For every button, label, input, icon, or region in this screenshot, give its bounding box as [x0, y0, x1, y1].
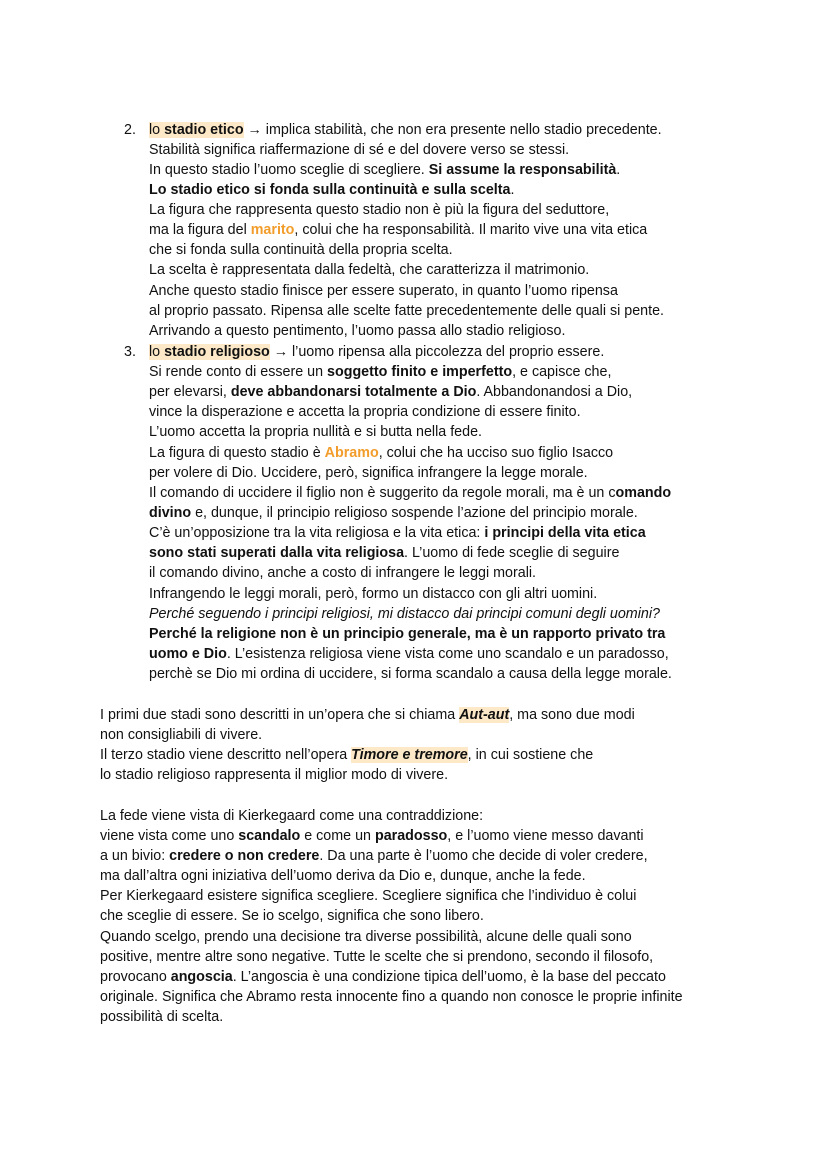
- text-run: credere o non credere: [169, 848, 320, 864]
- text-line: [149, 422, 482, 442]
- text-run: Timore e tremore: [351, 747, 468, 763]
- text-run: . L’uomo di fede sceglie di seguire: [404, 545, 620, 561]
- text-run: , ma sono due modi: [509, 707, 635, 723]
- text-line: [149, 321, 565, 341]
- text-line: [149, 140, 569, 160]
- text-run: omando: [615, 485, 672, 501]
- list-number-2: 2.: [124, 122, 136, 138]
- text-line: [149, 180, 514, 200]
- text-line: [149, 301, 664, 321]
- list-number-3: 3.: [124, 344, 136, 360]
- text-run: marito: [250, 222, 295, 238]
- text-run: Aut-aut: [459, 707, 510, 723]
- text-run: provocano: [100, 969, 171, 985]
- text-line: [100, 725, 262, 745]
- text-run: , colui che ha ucciso suo figlio Isacco: [378, 445, 614, 461]
- text-line: [149, 160, 620, 180]
- text-run: , colui che ha responsabilità. Il marito vive una vita etica: [294, 222, 648, 238]
- text-run: .: [616, 162, 621, 178]
- text-run: il comando divino, anche a costo di infrangere le leggi morali.: [149, 565, 537, 581]
- text-run: , e capisce che,: [512, 364, 612, 380]
- text-run: I primi due stadi sono descritti in un’opera che si chiama: [100, 707, 460, 723]
- text-run: → l’uomo ripensa alla piccolezza del proprio essere.: [269, 344, 605, 360]
- text-run: originale. Significa che Abramo resta innocente fino a quando non conosce le proprie infinite: [100, 989, 683, 1005]
- text-run: scandalo: [238, 828, 301, 844]
- text-run: . Abbandonandosi a Dio,: [476, 384, 633, 400]
- text-run: che si fonda sulla continuità della propria scelta.: [149, 242, 453, 258]
- text-run: per volere di Dio. Uccidere, però, significa infrangere la legge morale.: [149, 465, 588, 481]
- text-run: Quando scelgo, prendo una decisione tra diverse possibilità, alcune delle quali sono: [100, 929, 632, 945]
- text-run: viene vista come uno: [100, 828, 239, 844]
- text-run: → implica stabilità, che non era presente nello stadio precedente.: [243, 122, 662, 138]
- text-run: In questo stadio l’uomo sceglie di scegliere.: [149, 162, 429, 178]
- text-line: [100, 765, 448, 785]
- text-line: [149, 240, 453, 260]
- text-run: sono stati superati dalla vita religiosa: [149, 545, 405, 561]
- text-run: deve abbandonarsi totalmente a Dio: [230, 384, 477, 400]
- text-line: [100, 705, 635, 725]
- text-run: La scelta è rappresentata dalla fedeltà, che caratterizza il matrimonio.: [149, 262, 590, 278]
- text-line: [149, 382, 632, 402]
- text-line: [149, 624, 665, 644]
- text-run: . L’esistenza religiosa viene vista come uno scandalo e un paradosso,: [226, 646, 669, 662]
- text-run: La fede viene vista di Kierkegaard come una contraddizione:: [100, 808, 484, 824]
- text-line: [149, 563, 536, 583]
- text-line: [149, 362, 611, 382]
- text-run: i principi della vita etica: [484, 525, 646, 541]
- text-line: [100, 1007, 223, 1027]
- text-run: L’uomo accetta la propria nullità e si butta nella fede.: [149, 424, 483, 440]
- text-run: Infrangendo le leggi morali, però, formo un distacco con gli altri uomini.: [149, 586, 598, 602]
- text-run: che sceglie di essere. Se io scelgo, significa che sono libero.: [100, 908, 484, 924]
- text-run: . Da una parte è l’uomo che decide di voler credere,: [319, 848, 648, 864]
- text-run: lo: [149, 122, 165, 138]
- text-line: [100, 906, 484, 926]
- text-run: e, dunque, il principio religioso sospende l’azione del principio morale.: [191, 505, 638, 521]
- text-line: [149, 342, 604, 362]
- text-line: [149, 402, 581, 422]
- text-run: Perché seguendo i principi religiosi, mi distacco dai principi comuni degli uomini?: [149, 606, 660, 622]
- text-line: [149, 584, 597, 604]
- text-line: [100, 967, 666, 987]
- text-run: Lo stadio etico si fonda sulla continuità e sulla scelta: [149, 182, 511, 198]
- text-line: [149, 543, 619, 563]
- text-run: e come un: [300, 828, 375, 844]
- text-run: Abramo: [324, 445, 379, 461]
- text-run: non consigliabili di vivere.: [100, 727, 263, 743]
- text-run: stadio etico: [164, 122, 244, 138]
- text-run: uomo e Dio: [149, 646, 227, 662]
- text-line: [149, 443, 613, 463]
- text-run: ma dall’altra ogni iniziativa dell’uomo deriva da Dio e, dunque, anche la fede.: [100, 868, 586, 884]
- text-run: Per Kierkegaard esistere significa scegliere. Scegliere significa che l’individuo è colui: [100, 888, 637, 904]
- text-line: [100, 745, 593, 765]
- text-line: [149, 200, 609, 220]
- text-run: stadio religioso: [164, 344, 270, 360]
- text-run: .: [510, 182, 515, 198]
- text-run: Arrivando a questo pentimento, l’uomo passa allo stadio religioso.: [149, 323, 566, 339]
- text-line: [100, 947, 653, 967]
- text-run: ma la figura del: [149, 222, 251, 238]
- text-line: [149, 260, 589, 280]
- text-run: Si assume la responsabilità: [428, 162, 617, 178]
- text-line: [100, 866, 586, 886]
- text-line: [149, 281, 618, 301]
- text-run: C’è un’opposizione tra la vita religiosa e la vita etica:: [149, 525, 485, 541]
- text-run: soggetto finito e imperfetto: [327, 364, 513, 380]
- text-line: [100, 806, 483, 826]
- text-line: [100, 927, 632, 947]
- text-run: possibilità di scelta.: [100, 1009, 224, 1025]
- text-run: Il terzo stadio viene descritto nell’opera: [100, 747, 352, 763]
- text-run: lo stadio religioso rappresenta il miglior modo di vivere.: [100, 767, 449, 783]
- text-line: [149, 120, 662, 140]
- text-line: [149, 644, 669, 664]
- text-line: [149, 220, 647, 240]
- text-run: perchè se Dio mi ordina di uccidere, si forma scandalo a causa della legge morale.: [149, 666, 672, 682]
- text-line: [149, 483, 671, 503]
- text-line: [100, 886, 636, 906]
- text-run: al proprio passato. Ripensa alle scelte fatte precedentemente delle quali si pente.: [149, 303, 665, 319]
- text-run: paradosso: [374, 828, 448, 844]
- text-line: [149, 523, 646, 543]
- text-run: , in cui sostiene che: [467, 747, 594, 763]
- text-line: [149, 664, 672, 684]
- text-run: Si rende conto di essere un: [149, 364, 328, 380]
- text-line: [149, 463, 588, 483]
- text-run: Perché la religione non è un principio generale, ma è un rapporto privato tra: [149, 626, 666, 642]
- text-run: . L’angoscia è una condizione tipica dell’uomo, è la base del peccato: [232, 969, 666, 985]
- text-line: [100, 826, 644, 846]
- text-line: [149, 604, 660, 624]
- text-run: positive, mentre altre sono negative. Tutte le scelte che si prendono, secondo il filosofo,: [100, 949, 654, 965]
- text-run: vince la disperazione e accetta la propria condizione di essere finito.: [149, 404, 581, 420]
- text-line: [149, 503, 638, 523]
- text-run: La figura di questo stadio è: [149, 445, 325, 461]
- text-run: La figura che rappresenta questo stadio non è più la figura del seduttore,: [149, 202, 610, 218]
- text-run: angoscia: [170, 969, 233, 985]
- text-run: Anche questo stadio finisce per essere superato, in quanto l’uomo ripensa: [149, 283, 618, 299]
- text-line: [100, 846, 648, 866]
- text-run: , e l’uomo viene messo davanti: [447, 828, 644, 844]
- text-run: Il comando di uccidere il figlio non è suggerito da regole morali, ma è un c: [149, 485, 616, 501]
- text-run: per elevarsi,: [149, 384, 231, 400]
- text-run: a un bivio:: [100, 848, 170, 864]
- text-run: Stabilità significa riaffermazione di sé e del dovere verso se stessi.: [149, 142, 570, 158]
- text-run: divino: [149, 505, 192, 521]
- text-run: lo: [149, 344, 165, 360]
- text-line: [100, 987, 683, 1007]
